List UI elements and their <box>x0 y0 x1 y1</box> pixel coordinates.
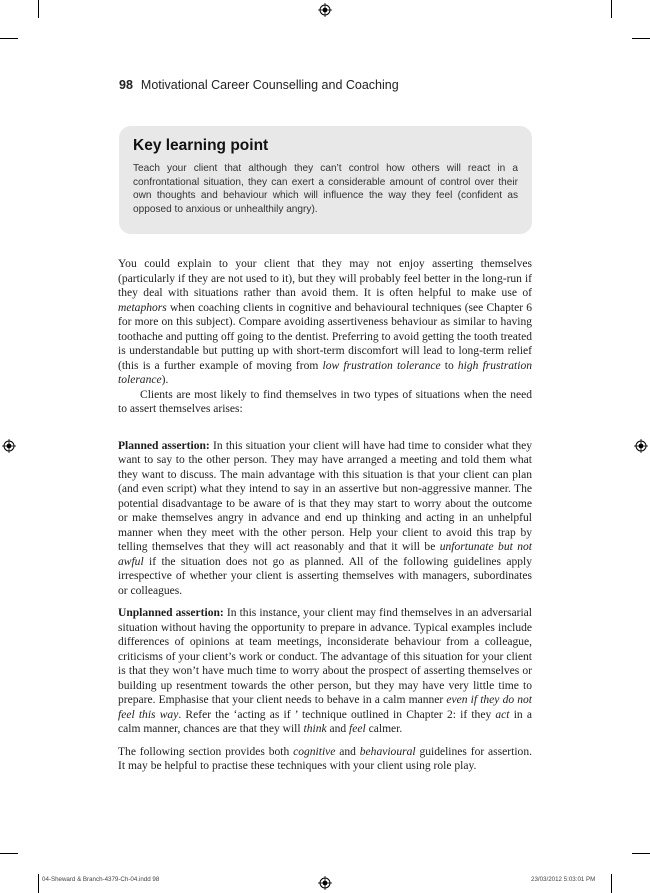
slug-filename: 04-Sheward & Branch-4379-Ch-04.indd 98 <box>42 876 160 883</box>
run-in-heading: Unplanned assertion: <box>118 607 224 619</box>
paragraph: Clients are most likely to find themselves in two types of situations when the need to assert themselves arises: <box>118 388 532 415</box>
unplanned-assertion-paragraph: Unplanned assertion: In this instance, your client may find themselves in an adversarial situation without having the opportunity to prepare in advance. Typical examples include differences of opinions at team meetings, inconsiderate behaviour from a colleague, criticisms of your client’s work or conduct. The advantage of this situation for your client is that they won’t have much time to worry about the prospect of asserting themselves or building up resentment towards the other person, but they may have very little time to prepare. Emphasise that your client needs to behave in a calm manner even if they do not feel this way. Refer the ‘acting as if ’ technique outlined in Chapter 2: if they act in a calm manner, chances are that they will think and feel calmer. <box>118 607 533 735</box>
planned-assertion-paragraph: Planned assertion: In this situation your client will have had time to consider what they want to say to the other person. They may have arranged a meeting and told them what they want to discuss. The main advantage with this situation is that your client can plan (and even script) what they intend to say in an assertive but non-aggressive manner. The potential disadvantage to be aware of is that they may start to worry about the outcome or make themselves angry in advance and end up thinking and acting in an unhelpful manner when they meet with the other person. Help your client to avoid this trap by telling themselves that they will act reasonably and that it will be unfortunate but not awful if the situation does not go as planned. All of the following guidelines apply irrespective of whether your client is asserting themselves with managers, subordinates or colleagues. <box>118 439 532 597</box>
registration-mark-icon <box>318 3 332 17</box>
emphasis: low frustration tolerance <box>322 359 441 372</box>
emphasis: even if they do not feel this way <box>118 694 532 721</box>
emphasis: high frustration tolerance <box>118 359 532 386</box>
running-header <box>119 78 399 92</box>
page-number: 98 <box>119 78 133 92</box>
body-text <box>118 257 532 774</box>
slug-timestamp: 23/03/2012 5:03:01 PM <box>531 876 596 883</box>
crop-mark <box>38 874 39 893</box>
crop-mark <box>38 0 39 18</box>
paragraph: You could explain to your client that they may not enjoy asserting themselves (particularly if they are not used to it), but they will probably feel better in the long-run if they deal with situations rather than avoid them. It is often helpful to make use of metaphors when coaching clients in cognitive and behavioural techniques (see Chapter 6 for more on this subject). Compare avoiding assertiveness behaviour as similar to having toothache and putting off going to the dentist. Preferring to avoid getting the tooth treated is understandable but putting up with short-term discomfort will lead to long-term relief (this is a further example of moving from low frustration tolerance to high frustration tolerance). <box>118 258 532 386</box>
key-learning-point-box <box>119 126 532 234</box>
crop-mark <box>611 0 612 18</box>
registration-mark-icon <box>318 876 332 890</box>
key-learning-point-title: Key learning point <box>133 137 269 154</box>
registration-mark-icon <box>2 439 16 453</box>
emphasis: unfortunate but not awful <box>118 541 532 568</box>
running-title: Motivational Career Counselling and Coaching <box>140 78 399 92</box>
emphasis: metaphors <box>118 301 167 314</box>
emphasis: think <box>303 723 327 735</box>
run-in-heading: Planned assertion: <box>118 439 210 452</box>
emphasis: behavioural <box>359 745 416 758</box>
crop-mark <box>611 874 612 893</box>
emphasis: feel <box>349 723 366 735</box>
closing-paragraph: The following section provides both cognitive and behavioural guidelines for assertion. It may be helpful to practise these techniques with your client using role play. <box>118 745 532 772</box>
crop-mark <box>0 853 18 854</box>
crop-mark <box>632 38 650 39</box>
emphasis: cognitive <box>293 745 336 758</box>
crop-mark <box>0 38 18 39</box>
key-learning-point-body: Teach your client that although they can’t control how others will react in a confrontational situation, they can exert a considerable amount of control over their own thoughts and behaviour which will influence the way they feel (confident as opposed to anxious or unhealthily angry). <box>133 163 518 216</box>
emphasis: act <box>495 708 510 721</box>
registration-mark-icon <box>634 439 648 453</box>
crop-mark <box>632 853 650 854</box>
